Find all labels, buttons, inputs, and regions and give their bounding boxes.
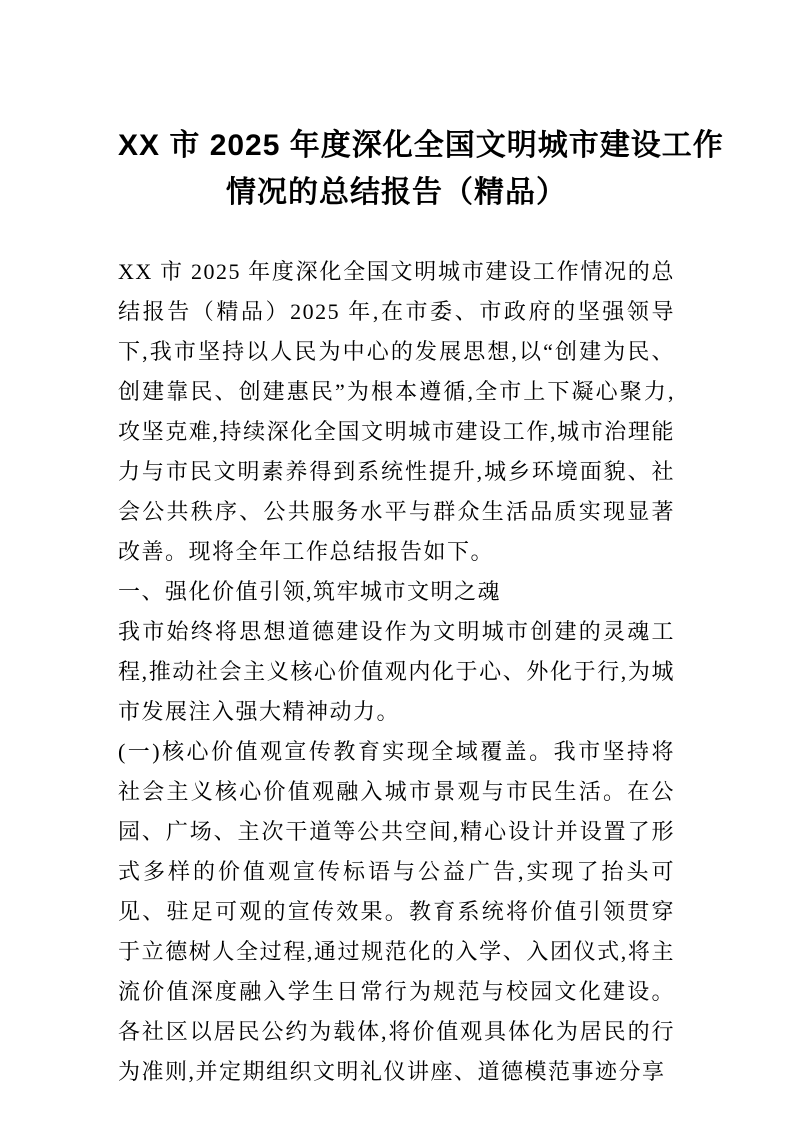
paragraph-subsection-one: (一)核心价值观宣传教育实现全域覆盖。我市坚持将社会主义核心价值观融入城市景观与市民生活。在公园、广场、主次干道等公共空间,精心设计并设置了形式多样的价值观宣传标语与公益广告,实现了抬头可见、驻足可观的宣传效果。教育系统将价值引领贯穿于立德树人全过程,通过规范化的入学、入团仪式,将主流价值深度融入学生日常行为规范与校园文化建设。各社区以居民公约为载体,将价值观具体化为居民的行为准则,并定期组织文明礼仪讲座、道德模范事迹分享	[118, 739, 675, 1084]
paragraph-intro: XX 市 2025 年度深化全国文明城市建设工作情况的总结报告（精品）2025 年,在市委、市政府的坚强领导下,我市坚持以人民为中心的发展思想,以“创建为民、创建靠民、创建惠民”为根本遵循,全市上下凝心聚力,攻坚克难,持续深化全国文明城市建设工作,城市治理能力与市民文明素养得到系统性提升,城乡环境面貌、社会公共秩序、公共服务水平与群众生活品质实现显著改善。现将全年工作总结报告如下。	[118, 259, 675, 564]
section-heading: 一、强化价值引领,筑牢城市文明之魂	[118, 579, 502, 604]
document-title-line-1: XX 市 2025 年度深化全国文明城市建设工作	[118, 129, 724, 162]
paragraph-section-lead: 我市始终将思想道德建设作为文明城市创建的灵魂工程,推动社会主义核心价值观内化于心、外化于行,为城市发展注入强大精神动力。	[118, 619, 675, 724]
document-title-line-2: 情况的总结报告（精品）	[226, 176, 567, 209]
document-title	[118, 122, 724, 216]
